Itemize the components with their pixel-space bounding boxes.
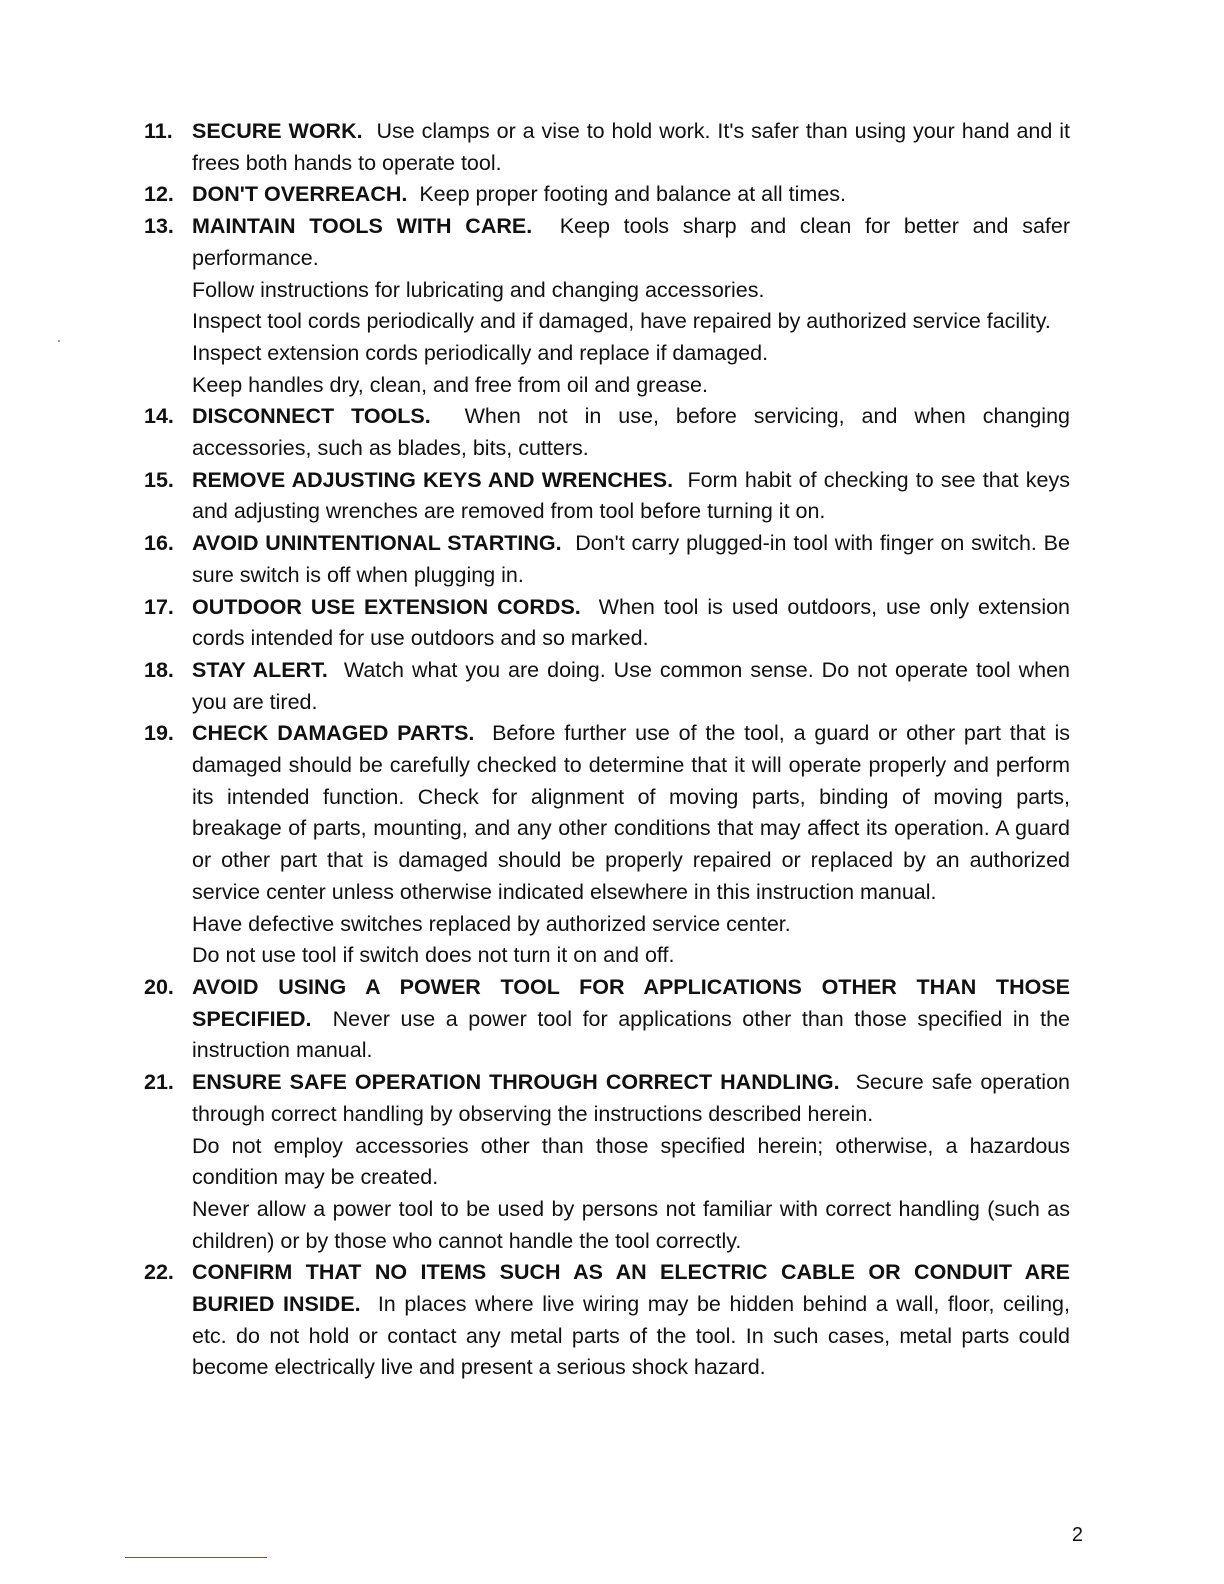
item-extra-line: Keep handles dry, clean, and free from oil and grease. xyxy=(192,372,708,397)
item-number: 15. xyxy=(144,467,174,492)
item-paragraph xyxy=(192,1067,1070,1130)
item-paragraph xyxy=(192,401,1070,464)
safety-rule-item xyxy=(144,401,1070,464)
item-extra-line: Follow instructions for lubricating and changing accessories. xyxy=(192,277,765,302)
safety-rule-item xyxy=(144,211,1070,401)
item-heading: AVOID USING A POWER TOOL FOR APPLICATIONS OTHER THAN THOSE SPECIFIED. xyxy=(192,974,1070,1031)
item-number: 18. xyxy=(144,657,174,682)
item-paragraph xyxy=(192,972,1070,1067)
safety-rule-item xyxy=(144,1257,1070,1384)
item-heading: SECURE WORK. xyxy=(192,119,363,143)
item-text: Secure safe operation through correct handling by observing the instructions described herein. xyxy=(192,1070,1070,1126)
safety-rule-item xyxy=(144,528,1070,591)
item-paragraph xyxy=(192,179,1070,211)
item-heading: ENSURE SAFE OPERATION THROUGH CORRECT HANDLING. xyxy=(192,1070,840,1095)
item-heading: STAY ALERT. xyxy=(192,657,328,682)
item-heading: REMOVE ADJUSTING KEYS AND WRENCHES. xyxy=(192,467,674,492)
item-extra-line: Inspect extension cords periodically and replace if damaged. xyxy=(192,340,769,365)
safety-rule-item xyxy=(144,655,1070,718)
item-paragraph xyxy=(192,1257,1070,1384)
item-extra-line: Do not use tool if switch does not turn it on and off. xyxy=(192,943,675,968)
safety-rules-list xyxy=(144,116,1070,1384)
item-text: Before further use of the tool, a guard or other part that is damaged should be carefully checked to determine that it will operate properly and perform its intended function. Check for alignment of moving parts, binding of moving parts, breakage of parts, mounting, and any other conditions that may affect its operation. A guard or other part that is damaged should be properly repaired or replaced by an authorized service center unless otherwise indicated elsewhere in this instruction manual. xyxy=(192,721,1070,904)
item-paragraph xyxy=(192,528,1070,591)
item-paragraph xyxy=(192,655,1070,718)
item-number: 13. xyxy=(144,214,174,239)
item-heading: DON'T OVERREACH. xyxy=(192,182,408,207)
page-number: 2 xyxy=(1071,1524,1083,1546)
safety-rule-item xyxy=(144,465,1070,528)
item-number: 19. xyxy=(144,721,174,746)
item-extra-line: Never allow a power tool to be used by persons not familiar with correct handling (such as children) or by those who cannot handle the tool correctly. xyxy=(192,1196,1070,1253)
item-heading: CONFIRM THAT NO ITEMS SUCH AS AN ELECTRIC CABLE OR CONDUIT ARE BURIED INSIDE. xyxy=(192,1260,1070,1317)
item-text: In places where live wiring may be hidden behind a wall, floor, ceiling, etc. do not hold or contact any metal parts of the tool. In such cases, metal parts could become electrically live and present a serious shock hazard. xyxy=(192,1292,1070,1380)
item-number: 20. xyxy=(144,974,174,999)
item-heading: AVOID UNINTENTIONAL STARTING. xyxy=(192,531,562,556)
item-extra-line: Do not employ accessories other than those specified herein; otherwise, a hazardous condition may be created. xyxy=(192,1133,1070,1190)
safety-rule-item xyxy=(144,972,1070,1067)
safety-rule-item xyxy=(144,179,1070,211)
safety-rule-item xyxy=(144,1067,1070,1257)
item-text: Use clamps or a vise to hold work. It's safer than using your hand and it frees both hands to operate tool. xyxy=(192,119,1071,175)
item-text: Watch what you are doing. Use common sense. Do not operate tool when you are tired. xyxy=(192,657,1071,714)
item-paragraph xyxy=(192,116,1070,179)
scan-speck xyxy=(58,340,60,342)
item-heading: MAINTAIN TOOLS WITH CARE. xyxy=(192,214,533,239)
item-text: Form habit of checking to see that keys and adjusting wrenches are removed from tool before turning it on. xyxy=(192,467,1071,524)
item-extra-line: Inspect tool cords periodically and if damaged, have repaired by authorized service facility. xyxy=(192,309,1051,334)
safety-rule-item xyxy=(144,718,1070,972)
item-extra-line: Have defective switches replaced by authorized service center. xyxy=(192,911,791,936)
item-paragraph xyxy=(192,211,1070,274)
item-number: 11. xyxy=(144,119,173,143)
item-number: 12. xyxy=(144,182,174,207)
item-text: Keep tools sharp and clean for better and safer performance. xyxy=(192,214,1070,270)
item-paragraph xyxy=(192,592,1070,655)
item-heading: OUTDOOR USE EXTENSION CORDS. xyxy=(192,594,581,619)
footer-rule xyxy=(125,1557,267,1558)
item-text: Don't carry plugged-in tool with finger on switch. Be sure switch is off when plugging in. xyxy=(192,531,1070,587)
safety-rule-item xyxy=(144,592,1070,655)
item-text: Keep proper footing and balance at all times. xyxy=(419,182,847,207)
item-text: When tool is used outdoors, use only extension cords intended for use outdoors and so marked. xyxy=(192,594,1071,651)
item-number: 21. xyxy=(144,1070,174,1095)
item-paragraph xyxy=(192,718,1070,908)
item-number: 16. xyxy=(144,531,174,556)
item-heading: DISCONNECT TOOLS. xyxy=(192,404,431,429)
safety-rule-item xyxy=(144,116,1070,179)
item-text: Never use a power tool for applications other than those specified in the instruction manual. xyxy=(192,1006,1071,1063)
item-number: 22. xyxy=(144,1260,174,1285)
item-text: When not in use, before servicing, and when changing accessories, such as blades, bits, cutters. xyxy=(192,404,1070,461)
item-number: 17. xyxy=(144,594,174,619)
item-heading: CHECK DAMAGED PARTS. xyxy=(192,721,475,746)
item-paragraph xyxy=(192,465,1070,528)
item-number: 14. xyxy=(144,404,174,429)
